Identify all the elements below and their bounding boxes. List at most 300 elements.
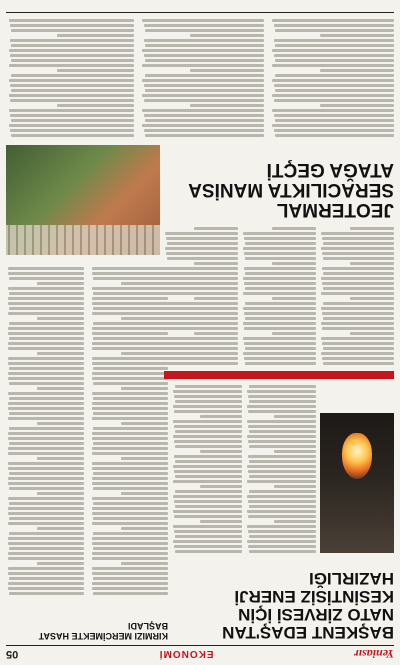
text-line: [8, 537, 84, 540]
text-line: [350, 332, 394, 335]
text-line: [321, 352, 394, 355]
text-line: [37, 352, 84, 355]
text-line: [8, 552, 84, 555]
text-line: [321, 247, 394, 250]
text-line: [142, 124, 264, 127]
text-line: [248, 410, 316, 413]
text-line: [247, 465, 316, 468]
text-line: [121, 422, 168, 425]
text-line: [167, 317, 238, 320]
text-line: [245, 302, 316, 305]
text-line: [274, 84, 394, 87]
text-line: [194, 262, 238, 265]
text-line: [174, 395, 242, 398]
text-line: [167, 287, 238, 290]
text-line: [190, 104, 264, 107]
text-line: [272, 332, 316, 335]
text-line: [243, 292, 316, 295]
body-column-mid-2: [242, 225, 316, 365]
text-line: [9, 547, 84, 550]
text-line: [165, 322, 238, 325]
text-line: [10, 129, 134, 132]
text-line: [144, 114, 264, 117]
text-line: [247, 510, 316, 513]
text-line: [248, 395, 316, 398]
greenhouse-roof: [6, 225, 160, 255]
text-line: [8, 267, 84, 270]
text-line: [142, 79, 264, 82]
text-line: [249, 445, 316, 448]
text-line: [37, 492, 84, 495]
text-line: [9, 49, 134, 52]
text-line: [245, 362, 316, 365]
text-line: [247, 390, 316, 393]
text-line: [272, 109, 394, 112]
text-line: [194, 227, 238, 230]
text-line: [248, 500, 316, 503]
text-line: [275, 74, 394, 77]
text-line: [8, 327, 84, 330]
text-line: [92, 537, 168, 540]
text-line: [173, 510, 242, 513]
text-line: [174, 470, 242, 473]
text-line: [92, 452, 168, 455]
text-line: [247, 405, 316, 408]
text-line: [142, 94, 264, 97]
text-line: [175, 400, 242, 403]
text-line: [8, 582, 84, 585]
text-line: [275, 89, 394, 92]
text-line: [145, 29, 264, 32]
text-line: [92, 287, 168, 290]
text-line: [142, 109, 264, 112]
text-line: [167, 257, 238, 260]
text-line: [175, 430, 242, 433]
text-line: [249, 430, 316, 433]
text-line: [92, 512, 168, 515]
text-line: [37, 387, 84, 390]
text-line: [243, 247, 316, 250]
text-line: [248, 455, 316, 458]
text-line: [248, 440, 316, 443]
text-line: [92, 327, 168, 330]
page-number: 05: [6, 648, 19, 660]
text-line: [8, 497, 84, 500]
text-line: [248, 515, 316, 518]
section-label: EKONOMİ: [158, 648, 214, 660]
text-line: [92, 432, 168, 435]
text-line: [244, 327, 316, 330]
text-line: [248, 530, 316, 533]
text-line: [144, 24, 264, 27]
text-line: [322, 357, 394, 360]
text-line: [272, 227, 316, 230]
text-line: [173, 495, 242, 498]
text-line: [8, 542, 84, 545]
text-line: [175, 445, 242, 448]
text-line: [8, 572, 84, 575]
text-line: [274, 485, 316, 488]
text-line: [174, 530, 242, 533]
text-line: [247, 435, 316, 438]
text-line: [244, 312, 316, 315]
text-line: [8, 372, 84, 375]
text-line: [274, 54, 394, 57]
text-line: [244, 237, 316, 240]
text-line: [93, 547, 168, 550]
text-line: [8, 312, 84, 315]
text-line: [92, 552, 168, 555]
text-line: [244, 342, 316, 345]
text-line: [322, 282, 394, 285]
text-line: [274, 114, 394, 117]
text-line: [92, 467, 168, 470]
text-line: [200, 415, 242, 418]
text-line: [145, 44, 264, 47]
text-line: [165, 277, 238, 280]
text-line: [8, 417, 84, 420]
text-line: [92, 522, 168, 525]
text-line: [144, 129, 264, 132]
text-line: [92, 542, 168, 545]
text-line: [248, 470, 316, 473]
text-line: [321, 322, 394, 325]
text-line: [10, 39, 134, 42]
text-line: [244, 252, 316, 255]
text-line: [8, 377, 84, 380]
text-line: [93, 412, 168, 415]
text-line: [57, 69, 134, 72]
text-line: [9, 517, 84, 520]
text-line: [9, 64, 134, 67]
text-line: [92, 342, 168, 345]
text-line: [165, 247, 238, 250]
text-line: [9, 277, 84, 280]
text-line: [9, 442, 84, 445]
text-line: [92, 272, 168, 275]
text-line: [9, 577, 84, 580]
text-line: [37, 422, 84, 425]
text-line: [166, 282, 238, 285]
text-line: [247, 480, 316, 483]
text-line: [175, 475, 242, 478]
text-line: [121, 527, 168, 530]
text-line: [92, 297, 168, 300]
text-line: [92, 267, 168, 270]
text-line: [275, 29, 394, 32]
body-column-jeotermal-2: [140, 17, 264, 137]
text-line: [9, 94, 134, 97]
text-line: [166, 237, 238, 240]
text-line: [121, 352, 168, 355]
text-line: [175, 460, 242, 463]
text-line: [320, 34, 394, 37]
text-line: [10, 114, 134, 117]
text-line: [9, 592, 84, 595]
text-line: [323, 242, 394, 245]
text-line: [9, 322, 84, 325]
text-line: [9, 427, 84, 430]
text-line: [167, 362, 238, 365]
text-line: [8, 437, 84, 440]
text-line: [11, 134, 134, 137]
text-line: [275, 119, 394, 122]
text-line: [8, 482, 84, 485]
text-line: [121, 317, 168, 320]
text-line: [8, 557, 84, 560]
text-line: [244, 282, 316, 285]
text-line: [9, 124, 134, 127]
text-line: [167, 242, 238, 245]
text-line: [144, 99, 264, 102]
text-line: [9, 337, 84, 340]
text-line: [92, 332, 168, 335]
text-line: [37, 282, 84, 285]
text-line: [243, 307, 316, 310]
text-line: [8, 287, 84, 290]
page-footer: [6, 2, 394, 13]
text-line: [323, 287, 394, 290]
body-column-nato-2: [172, 383, 242, 553]
text-line: [92, 347, 168, 350]
text-line: [272, 124, 394, 127]
text-line: [8, 392, 84, 395]
text-line: [142, 19, 264, 22]
text-line: [245, 242, 316, 245]
text-line: [245, 272, 316, 275]
text-line: [322, 237, 394, 240]
text-line: [145, 134, 264, 137]
text-line: [145, 59, 264, 62]
text-line: [8, 347, 84, 350]
text-line: [173, 525, 242, 528]
text-line: [92, 392, 168, 395]
text-line: [194, 332, 238, 335]
text-line: [144, 84, 264, 87]
text-line: [173, 420, 242, 423]
text-line: [145, 89, 264, 92]
text-line: [274, 39, 394, 42]
text-line: [93, 472, 168, 475]
text-line: [10, 24, 134, 27]
text-line: [8, 567, 84, 570]
text-line: [9, 307, 84, 310]
text-line: [93, 382, 168, 385]
text-line: [243, 352, 316, 355]
text-line: [57, 104, 134, 107]
text-line: [92, 557, 168, 560]
text-line: [274, 415, 316, 418]
text-line: [243, 232, 316, 235]
text-line: [11, 74, 134, 77]
text-line: [121, 492, 168, 495]
text-line: [9, 472, 84, 475]
text-line: [8, 407, 84, 410]
text-line: [248, 425, 316, 428]
text-line: [93, 397, 168, 400]
text-line: [321, 277, 394, 280]
text-line: [350, 227, 394, 230]
text-line: [8, 272, 84, 275]
text-line: [320, 69, 394, 72]
text-line: [142, 64, 264, 67]
text-line: [93, 292, 168, 295]
text-line: [93, 517, 168, 520]
text-line: [323, 317, 394, 320]
text-line: [92, 407, 168, 410]
text-line: [166, 252, 238, 255]
flame-shape: [342, 433, 372, 479]
text-line: [174, 545, 242, 548]
text-line: [167, 302, 238, 305]
text-line: [174, 410, 242, 413]
text-line: [174, 500, 242, 503]
text-line: [9, 382, 84, 385]
text-line: [323, 362, 394, 365]
text-line: [11, 29, 134, 32]
text-line: [167, 347, 238, 350]
text-line: [175, 535, 242, 538]
text-line: [8, 432, 84, 435]
text-line: [244, 357, 316, 360]
text-line: [93, 307, 168, 310]
text-line: [9, 502, 84, 505]
body-column-mercimek-1: [90, 265, 168, 595]
text-line: [92, 477, 168, 480]
text-line: [166, 312, 238, 315]
text-line: [92, 497, 168, 500]
text-line: [92, 582, 168, 585]
text-line: [275, 44, 394, 47]
text-line: [57, 34, 134, 37]
text-line: [245, 257, 316, 260]
text-line: [321, 307, 394, 310]
text-line: [272, 49, 394, 52]
text-line: [144, 54, 264, 57]
text-line: [247, 540, 316, 543]
section-divider: [164, 371, 394, 379]
text-line: [272, 262, 316, 265]
text-line: [275, 134, 394, 137]
text-line: [8, 332, 84, 335]
text-line: [174, 440, 242, 443]
text-line: [245, 317, 316, 320]
text-line: [9, 487, 84, 490]
text-line: [92, 402, 168, 405]
body-column-nato-1: [246, 383, 316, 553]
text-line: [166, 342, 238, 345]
text-line: [8, 402, 84, 405]
text-line: [323, 257, 394, 260]
text-line: [175, 505, 242, 508]
text-line: [145, 119, 264, 122]
text-line: [323, 302, 394, 305]
text-line: [11, 89, 134, 92]
text-line: [274, 99, 394, 102]
text-line: [92, 312, 168, 315]
text-line: [10, 84, 134, 87]
text-line: [272, 297, 316, 300]
text-line: [165, 352, 238, 355]
text-line: [8, 297, 84, 300]
text-line: [249, 475, 316, 478]
text-line: [121, 282, 168, 285]
brand-logo: Yeniasır: [353, 647, 394, 662]
text-line: [121, 457, 168, 460]
text-line: [9, 532, 84, 535]
text-line: [121, 387, 168, 390]
text-line: [200, 520, 242, 523]
text-line: [247, 525, 316, 528]
text-line: [144, 39, 264, 42]
text-line: [92, 567, 168, 570]
text-line: [8, 522, 84, 525]
text-line: [92, 377, 168, 380]
text-line: [92, 462, 168, 465]
text-line: [9, 292, 84, 295]
text-line: [245, 287, 316, 290]
text-line: [93, 367, 168, 370]
text-line: [9, 367, 84, 370]
text-line: [320, 104, 394, 107]
body-column-jeotermal-3: [6, 17, 134, 137]
body-column-mercimek-2: [6, 265, 84, 595]
text-line: [37, 317, 84, 320]
text-line: [92, 417, 168, 420]
masthead: [6, 645, 394, 662]
text-line: [11, 119, 134, 122]
text-line: [274, 129, 394, 132]
headline-jeotermal: JEOTERMAL SERACILIKTA MANİSA ATAĞA GEÇTİ: [188, 159, 394, 220]
text-line: [92, 357, 168, 360]
drilling-rig-photo: [320, 413, 394, 553]
text-line: [167, 272, 238, 275]
text-line: [8, 462, 84, 465]
text-line: [8, 447, 84, 450]
text-line: [8, 467, 84, 470]
text-line: [9, 397, 84, 400]
text-line: [37, 457, 84, 460]
text-line: [8, 362, 84, 365]
text-line: [93, 427, 168, 430]
text-line: [247, 495, 316, 498]
text-line: [323, 347, 394, 350]
text-line: [37, 562, 84, 565]
text-line: [249, 550, 316, 553]
text-line: [121, 562, 168, 565]
text-line: [322, 267, 394, 270]
text-line: [173, 405, 242, 408]
text-line: [175, 490, 242, 493]
text-line: [9, 412, 84, 415]
text-line: [173, 435, 242, 438]
text-line: [173, 540, 242, 543]
text-line: [166, 267, 238, 270]
text-line: [173, 390, 242, 393]
text-line: [9, 79, 134, 82]
text-line: [93, 532, 168, 535]
body-column-mid-3: [164, 225, 238, 365]
text-line: [165, 232, 238, 235]
text-line: [173, 480, 242, 483]
text-line: [200, 450, 242, 453]
text-line: [249, 385, 316, 388]
text-line: [274, 450, 316, 453]
text-line: [322, 312, 394, 315]
text-line: [173, 465, 242, 468]
greenhouse-photo: [6, 145, 160, 255]
text-line: [8, 342, 84, 345]
